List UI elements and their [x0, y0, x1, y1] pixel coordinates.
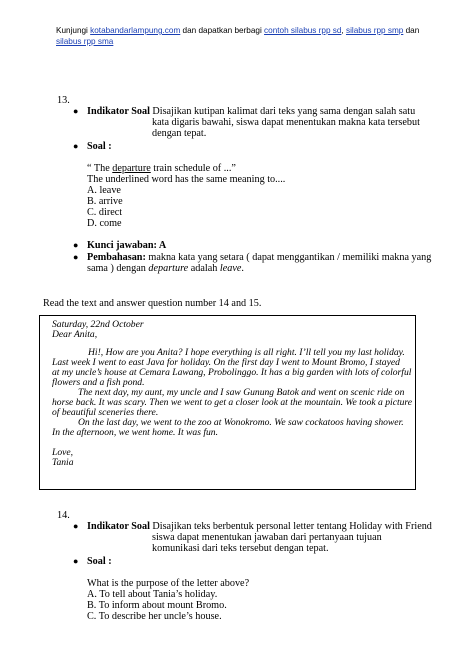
page-header [56, 25, 426, 47]
letter-line: of beautiful sceneries there. [52, 407, 159, 418]
answer-key: Kunci jawaban: A [87, 240, 167, 251]
header-text: Kunjungi [56, 26, 91, 35]
bullet-icon: ● [73, 106, 79, 116]
letter-closing: Love, [52, 447, 74, 458]
letter-date: Saturday, 22nd October [52, 319, 144, 330]
letter-signature: Tania [52, 457, 74, 468]
option-a: A. To tell about Tania’s holiday. [87, 589, 218, 600]
soal-label: Soal : [87, 141, 112, 152]
letter-line: The next day, my aunt, my uncle and I saw Gunung Batok and went on scenic ride on [78, 387, 405, 398]
indikator-text: siswa dapat menentukan jawaban dari pertanyaan tujuan [152, 532, 382, 543]
link-kotabandarlampung[interactable]: kotabandarlampung.com [90, 26, 181, 35]
question-quote: “ The departure train schedule of ...” [87, 163, 236, 174]
option-c: C. direct [87, 207, 123, 218]
reading-instruction: Read the text and answer question number 14 and 15. [43, 298, 262, 309]
letter-line: at my uncle’s house at Cemara Lawang, Probolinggo. It has a big garden with lots of colorful [52, 367, 412, 378]
pembahasan-cont: sama ) dengan departure adalah leave. [87, 263, 244, 274]
option-b: B. To inform about mount Bromo. [87, 600, 227, 611]
letter-line: In the afternoon, we went home. It was fun. [52, 427, 219, 438]
indikator-text: dengan tepat. [152, 128, 207, 139]
header-text: , [341, 26, 346, 35]
question-stem: The underlined word has the same meaning to.... [87, 174, 286, 185]
indikator-text: komunikasi dari teks tersebut dengan tepat. [152, 543, 329, 554]
letter-line: Hi!, How are you Anita? I hope everything is all right. I’ll tell you my last holiday. [88, 347, 405, 358]
letter-greeting: Dear Anita, [52, 329, 98, 340]
option-d: D. come [87, 218, 122, 229]
soal-label: Soal : [87, 556, 112, 567]
pembahasan: Pembahasan: makna kata yang setara ( dapat menggantikan / memiliki makna yang [87, 252, 432, 263]
letter-line: horse back. It was scary. Then we went to get a closer look at the mountain. We took a picture [52, 397, 413, 408]
letter-line: Last week I went to east Java for holiday. On the first day I went to Mount Bromo, I stayed [52, 357, 400, 368]
bullet-icon: ● [73, 240, 79, 250]
indikator-text: : Disajikan teks berbentuk personal letter tentang Holiday with Friend [147, 521, 432, 532]
option-a: A. leave [87, 185, 121, 196]
question-number: 13. [57, 95, 70, 106]
indikator-text: kata digaris bawahi, siswa dapat menentukan makna kata tersebut [152, 117, 420, 128]
letter-line: On the last day, we went to the zoo at Wonokromo. We saw cockatoos having shower. [78, 417, 404, 428]
question-number: 14. [57, 510, 70, 521]
link-silabus-sd[interactable]: contoh silabus rpp sd [264, 26, 342, 35]
underlined-word: departure [112, 163, 151, 174]
indikator-label: Indikator Soal [87, 106, 150, 117]
indikator-label: Indikator Soal [87, 521, 150, 532]
link-silabus-sma[interactable]: silabus rpp sma [56, 37, 114, 46]
header-text: dan [403, 26, 420, 35]
bullet-icon: ● [73, 556, 79, 566]
bullet-icon: ● [73, 521, 79, 531]
option-c: C. To describe her uncle’s house. [87, 611, 222, 622]
indikator-text: : Disajikan kutipan kalimat dari teks yang sama dengan salah satu [147, 106, 416, 117]
link-silabus-smp[interactable]: silabus rpp smp [345, 26, 404, 35]
question-stem: What is the purpose of the letter above? [87, 578, 250, 589]
option-b: B. arrive [87, 196, 123, 207]
bullet-icon: ● [73, 252, 79, 262]
header-text: dan dapatkan berbagi [180, 26, 265, 35]
letter-line: flowers and a fish pond. [52, 377, 145, 388]
bullet-icon: ● [73, 141, 79, 151]
